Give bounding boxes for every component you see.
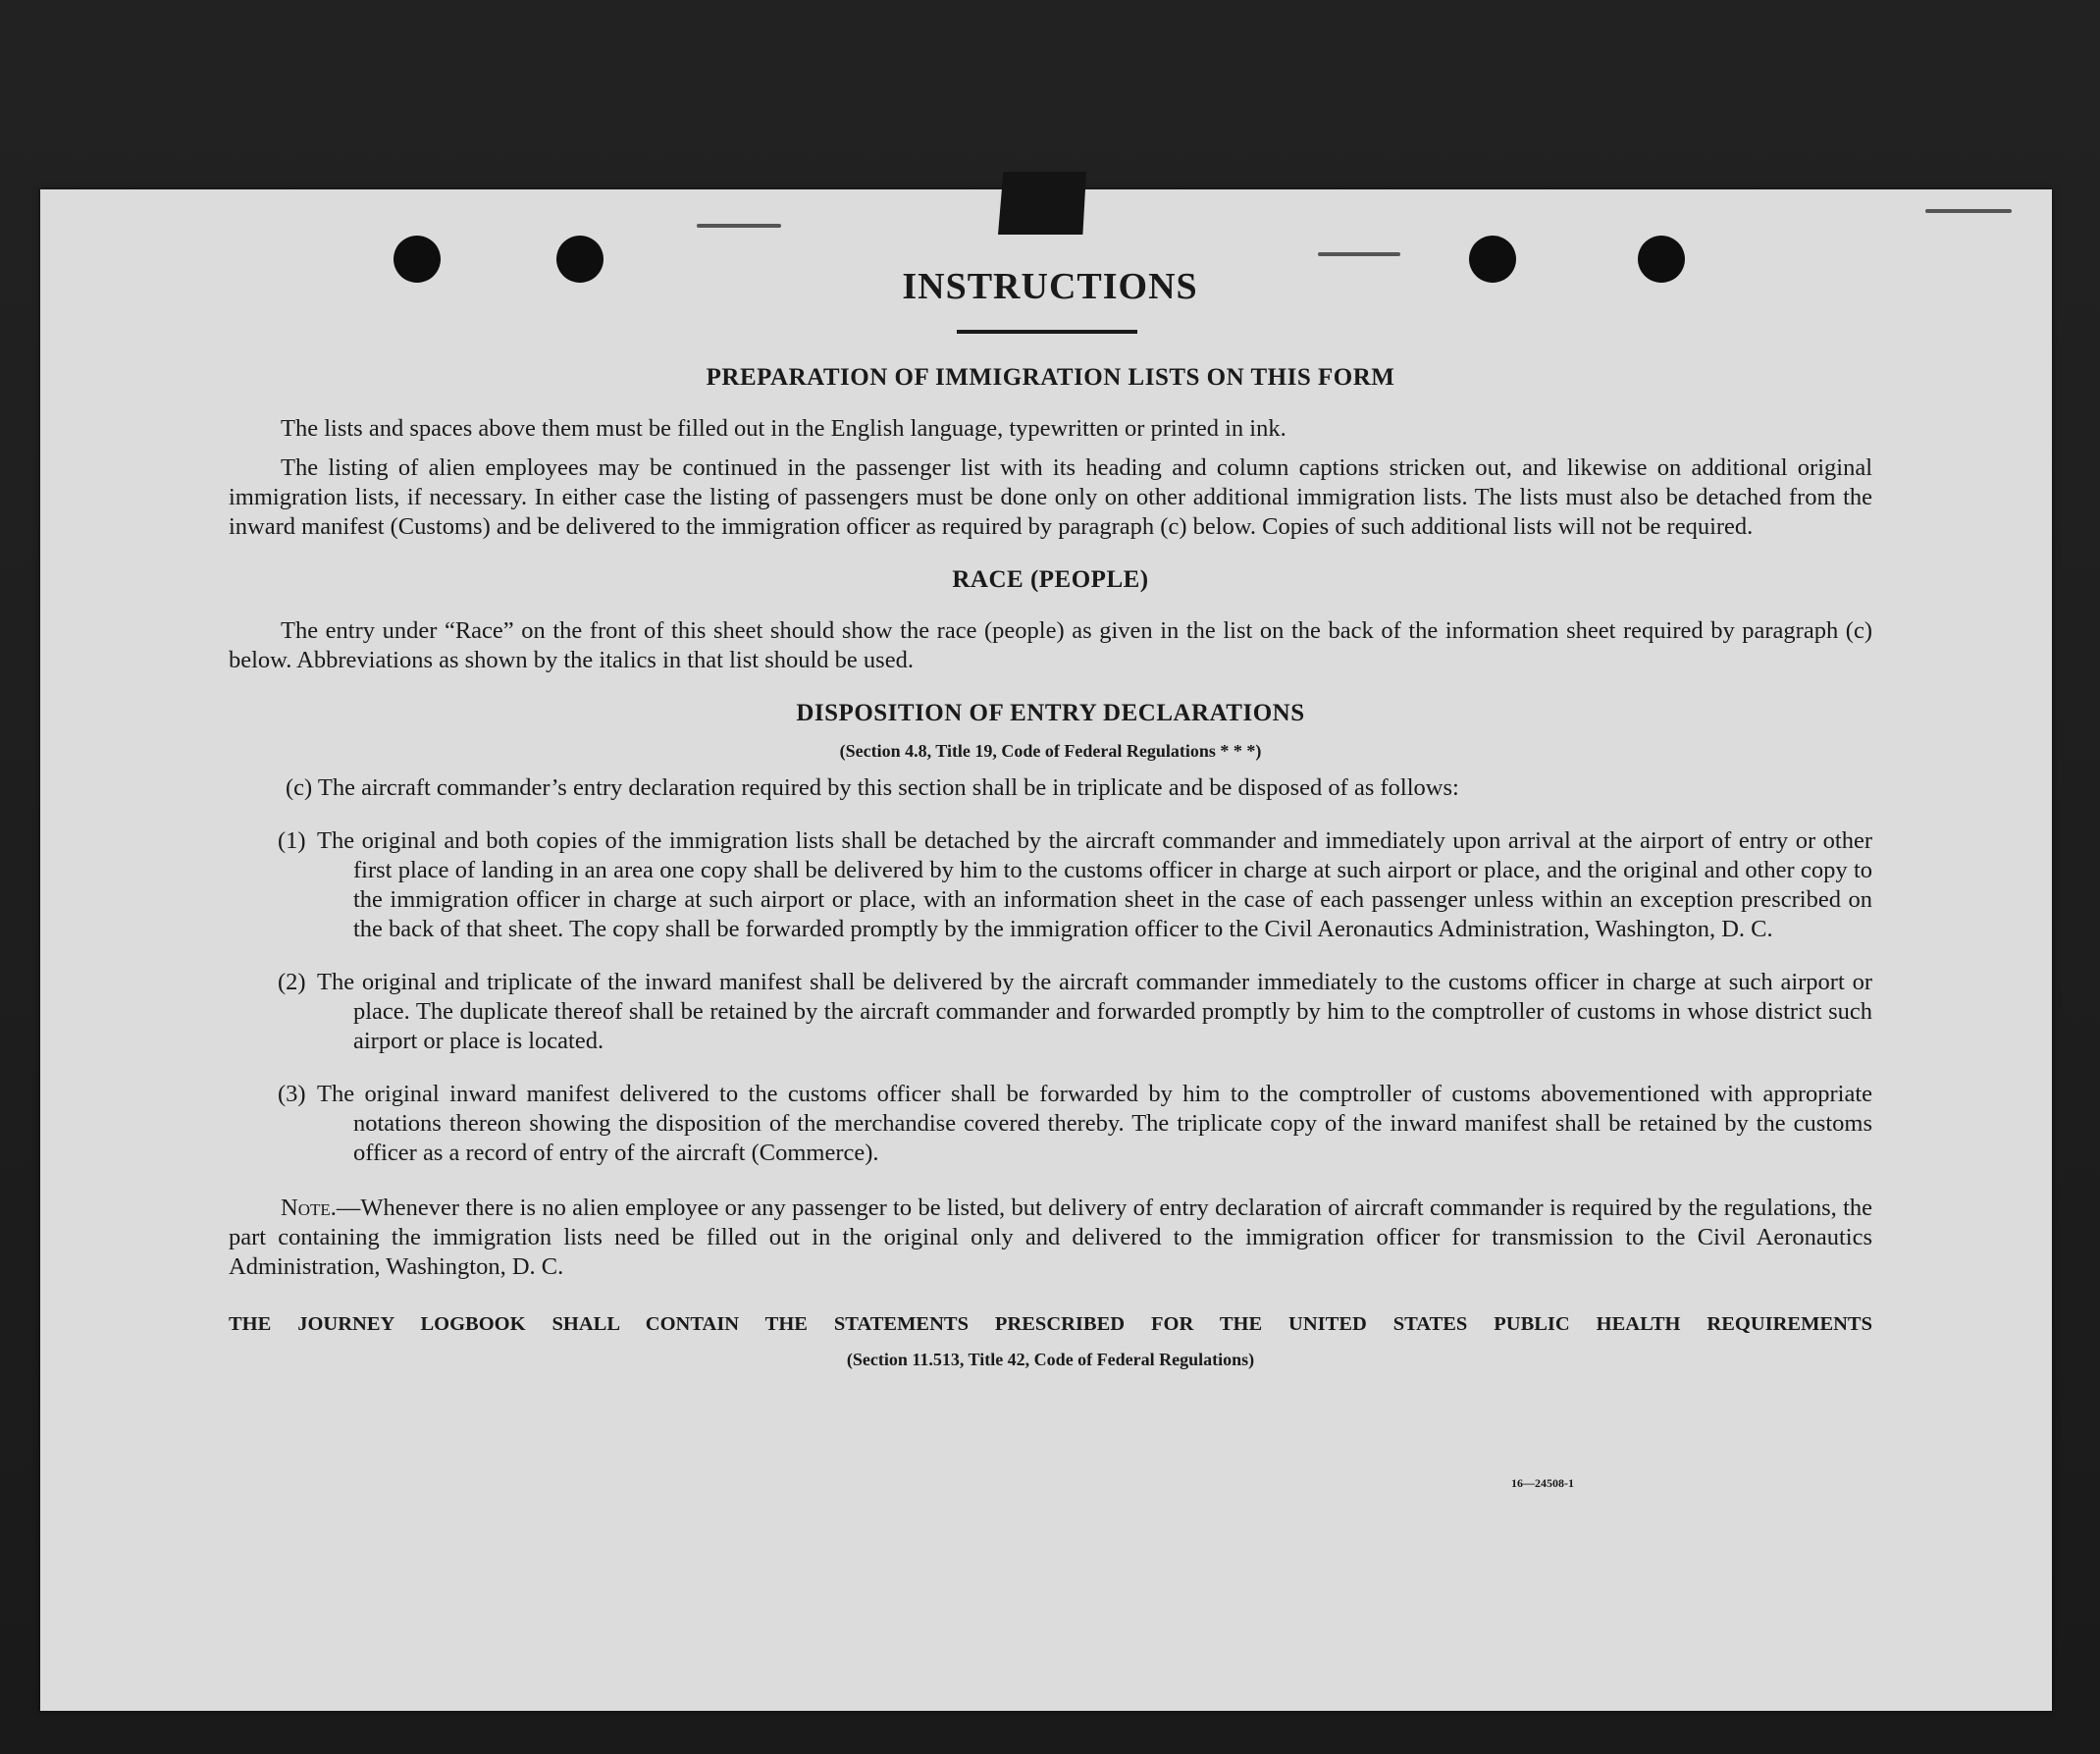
binding-tab (998, 172, 1086, 235)
preparation-heading: PREPARATION OF IMMIGRATION LISTS ON THIS FORM (706, 364, 1395, 391)
form-number: 16—24508-1 (1511, 1476, 1574, 1490)
logbook-citation: (Section 11.513, Title 42, Code of Federal Regulations) (846, 1350, 1255, 1369)
document-title: INSTRUCTIONS (902, 266, 1198, 307)
item-number: (2) (278, 969, 306, 995)
scan-mark (1925, 209, 2012, 213)
disposition-item-1 (278, 826, 1872, 944)
item-number: (1) (278, 827, 306, 854)
preparation-paragraph-2: The listing of alien employees may be continued in the passenger list with its heading and column captions stricken out, and likewise on additional original immigration lists, if necessary. In either case the listing of passengers must be done only on other additional immigration lists. The lists must also be detached from the inward manifest (Customs) and be delivered to the immigration officer as required by paragraph (c) below. Copies of such additional lists will not be required. (229, 454, 1872, 540)
document-body (229, 363, 1872, 1374)
logbook-statement: THE JOURNEY LOGBOOK SHALL CONTAIN THE STATEMENTS PRESCRIBED FOR THE UNITED STATES PUBLIC HEALTH REQUIREMENTS (229, 1313, 1872, 1335)
title-underline (957, 330, 1137, 334)
scan-mark (697, 224, 781, 228)
disposition-item-2 (278, 968, 1872, 1056)
disposition-heading: DISPOSITION OF ENTRY DECLARATIONS (796, 700, 1305, 726)
disposition-item-3 (278, 1080, 1872, 1168)
race-paragraph: The entry under “Race” on the front of this sheet should show the race (people) as given in the list on the back of the information sheet required by paragraph (c) below. Abbreviations as shown by the italics in that list should be used. (229, 617, 1872, 673)
item-text: The original and both copies of the immigration lists shall be detached by the aircraft commander and immediately upon arrival at the airport of entry or other first place of landing in an area one copy shall be delivered by him to the customs officer in charge at such airport or place, and the original and other copy to the immigration officer in charge at such airport or place, with an information sheet in the case of each passenger unless within an exception prescribed on the back of that sheet. The copy shall be forwarded promptly by the immigration officer to the Civil Aeronautics Administration, Washington, D. C. (317, 827, 1872, 942)
disposition-citation: (Section 4.8, Title 19, Code of Federal Regulations * * *) (839, 741, 1262, 761)
item-number: (3) (278, 1081, 306, 1107)
item-text: The original inward manifest delivered to the customs officer shall be forwarded by him to the comptroller of customs abovementioned with appropriate notations thereon showing the disposition of the merchandise covered thereby. The triplicate copy of the inward manifest shall be retained by the customs officer as a record of entry of the aircraft (Commerce). (317, 1081, 1872, 1166)
item-text: The original and triplicate of the inward manifest shall be delivered by the aircraft commander immediately to the customs officer in charge at such airport or place. The duplicate thereof shall be retained by the aircraft commander and forwarded promptly by him to the comptroller of customs in whose district such airport or place is located. (317, 969, 1872, 1054)
note-paragraph (229, 1194, 1872, 1282)
scan-mark (1318, 252, 1400, 256)
note-label: Note. (281, 1195, 337, 1221)
race-heading: RACE (PEOPLE) (952, 566, 1149, 593)
note-text: —Whenever there is no alien employee or any passenger to be listed, but delivery of entry declaration of aircraft commander is required by the regulations, the part containing the immigration lists need be filled out in the original only and delivered to the immigration officer for transmission to the Civil Aeronautics Administration, Washington, D. C. (229, 1195, 1872, 1280)
disposition-intro: (c) The aircraft commander’s entry declaration required by this section shall be in triplicate and be disposed of as follows: (286, 774, 1459, 801)
preparation-paragraph-1: The lists and spaces above them must be filled out in the English language, typewritten or printed in ink. (281, 415, 1286, 442)
